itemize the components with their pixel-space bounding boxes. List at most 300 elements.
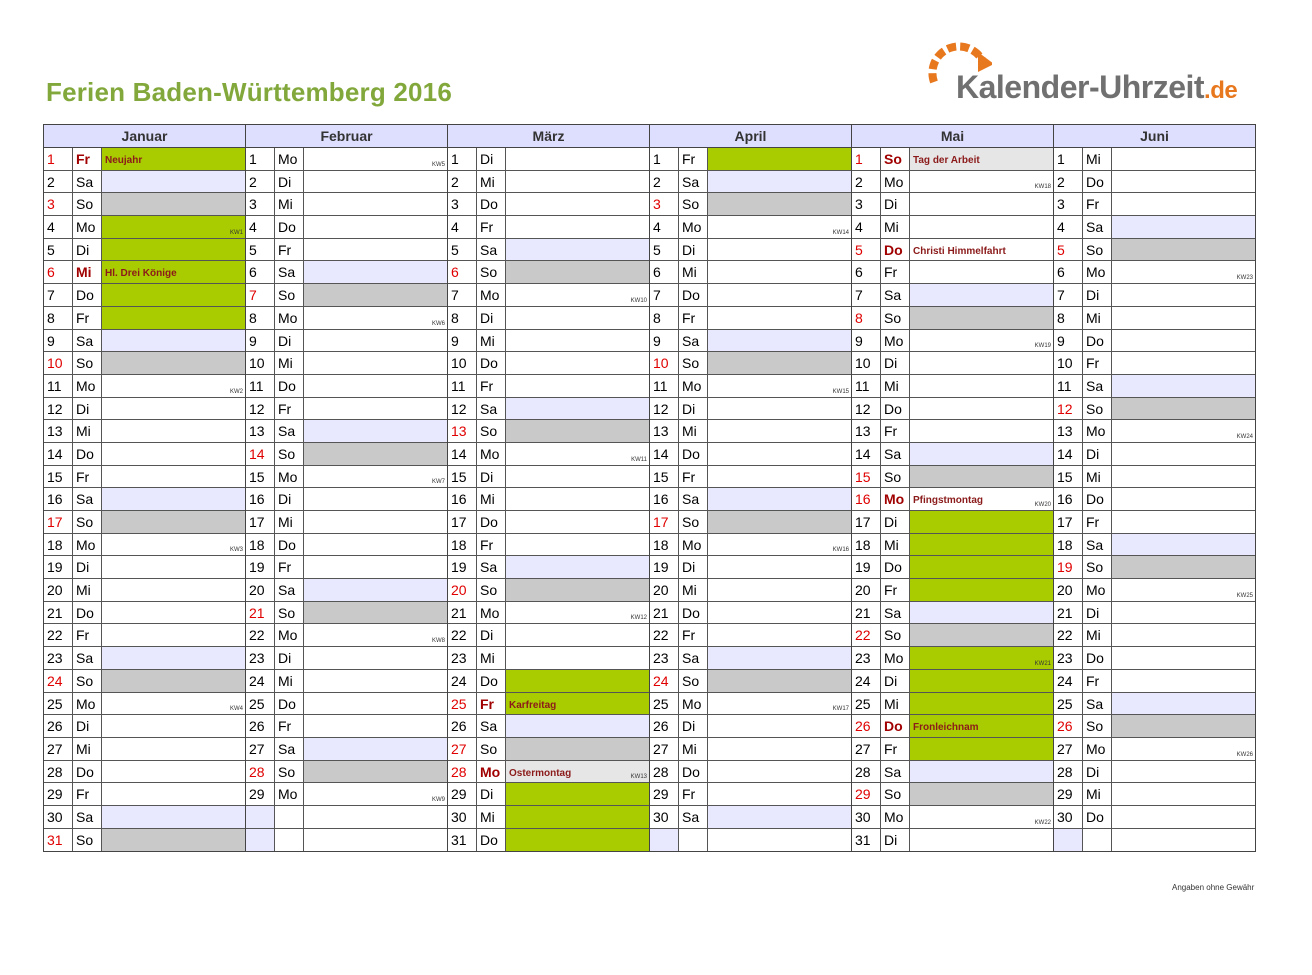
day-row[interactable] (448, 829, 649, 852)
day-event (304, 715, 447, 737)
day-row[interactable] (448, 261, 649, 284)
day-number: 21 (650, 602, 679, 624)
day-row[interactable] (44, 783, 245, 806)
day-row[interactable] (448, 647, 649, 670)
day-number: 28 (852, 761, 881, 783)
day-row[interactable] (1054, 239, 1255, 262)
day-number: 1 (448, 148, 477, 170)
day-row[interactable] (1054, 602, 1255, 625)
day-row[interactable] (650, 375, 851, 398)
day-row[interactable] (852, 488, 1053, 511)
weekday: Mi (881, 534, 910, 556)
day-row[interactable] (650, 602, 851, 625)
day-row[interactable] (44, 806, 245, 829)
day-event (708, 602, 851, 624)
day-row[interactable] (1054, 193, 1255, 216)
weekday: Di (477, 307, 506, 329)
weekday: Mi (1083, 466, 1112, 488)
disclaimer: Angaben ohne Gewähr (1172, 883, 1255, 892)
day-event (506, 670, 649, 692)
day-event (304, 511, 447, 533)
weekday: Di (73, 556, 102, 578)
day-number: 27 (852, 738, 881, 760)
day-row[interactable] (246, 466, 447, 489)
weekday: Mi (275, 193, 304, 215)
day-row[interactable] (246, 579, 447, 602)
day-row[interactable] (650, 556, 851, 579)
day-row[interactable] (852, 261, 1053, 284)
day-row[interactable] (1054, 647, 1255, 670)
day-number: 12 (246, 398, 275, 420)
week-number: KW11 (631, 456, 647, 463)
day-row[interactable] (448, 579, 649, 602)
day-row[interactable] (246, 443, 447, 466)
day-row[interactable] (1054, 466, 1255, 489)
day-row[interactable] (44, 261, 245, 284)
day-row[interactable] (650, 330, 851, 353)
day-row[interactable] (246, 624, 447, 647)
day-number: 6 (44, 261, 73, 283)
day-row[interactable] (1054, 806, 1255, 829)
weekday: Mi (477, 488, 506, 510)
day-row[interactable] (650, 148, 851, 171)
day-event (1112, 307, 1255, 329)
day-row[interactable] (448, 148, 649, 171)
day-row[interactable] (852, 239, 1053, 262)
day-row[interactable] (448, 307, 649, 330)
day-row[interactable] (852, 647, 1053, 670)
day-event (1112, 602, 1255, 624)
day-number: 17 (246, 511, 275, 533)
day-number: 22 (852, 624, 881, 646)
day-number: 13 (852, 420, 881, 442)
day-row[interactable] (650, 193, 851, 216)
day-row[interactable] (44, 307, 245, 330)
weekday: Di (881, 829, 910, 852)
day-row[interactable] (246, 738, 447, 761)
weekday: Sa (881, 443, 910, 465)
day-event (910, 193, 1053, 215)
day-number: 4 (44, 216, 73, 238)
day-row[interactable] (852, 806, 1053, 829)
month-header: Februar (246, 125, 447, 148)
day-row[interactable] (44, 375, 245, 398)
day-row[interactable] (448, 352, 649, 375)
weekday: Mi (679, 579, 708, 601)
weekday: Fr (275, 556, 304, 578)
weekday: Mo (881, 806, 910, 828)
day-number (650, 829, 679, 852)
day-row[interactable] (44, 330, 245, 353)
day-number: 8 (448, 307, 477, 329)
weekday: Do (1083, 488, 1112, 510)
day-row[interactable] (448, 171, 649, 194)
weekday: Di (881, 511, 910, 533)
day-number: 17 (44, 511, 73, 533)
logo[interactable] (922, 42, 1252, 112)
day-row[interactable] (246, 647, 447, 670)
day-row[interactable] (246, 193, 447, 216)
day-row[interactable] (246, 488, 447, 511)
weekday: Di (477, 624, 506, 646)
day-row[interactable] (246, 511, 447, 534)
day-row[interactable] (650, 783, 851, 806)
day-row[interactable] (448, 443, 649, 466)
day-number: 27 (650, 738, 679, 760)
day-row[interactable] (44, 352, 245, 375)
day-row[interactable] (650, 534, 851, 557)
day-row[interactable] (448, 534, 649, 557)
day-row[interactable] (44, 761, 245, 784)
day-row[interactable] (1054, 375, 1255, 398)
day-event (708, 375, 851, 397)
weekday: Fr (477, 693, 506, 715)
day-row[interactable] (44, 239, 245, 262)
day-event (102, 511, 245, 533)
day-row[interactable] (852, 715, 1053, 738)
day-row[interactable] (650, 829, 851, 852)
day-row[interactable] (44, 624, 245, 647)
day-event (1112, 579, 1255, 601)
week-number: KW8 (431, 638, 445, 645)
day-row[interactable] (1054, 307, 1255, 330)
day-event (910, 806, 1053, 828)
day-row[interactable] (246, 670, 447, 693)
day-row[interactable] (448, 420, 649, 443)
weekday: Mi (275, 511, 304, 533)
day-row[interactable] (852, 783, 1053, 806)
week-number: KW19 (1034, 343, 1051, 350)
weekday: Fr (1083, 511, 1112, 533)
weekday: Mi (275, 670, 304, 692)
weekday: Fr (477, 534, 506, 556)
day-row[interactable] (852, 375, 1053, 398)
day-row[interactable] (1054, 761, 1255, 784)
weekday: So (679, 511, 708, 533)
weekday: Mi (477, 330, 506, 352)
day-number: 19 (246, 556, 275, 578)
day-row[interactable] (650, 579, 851, 602)
day-row[interactable] (1054, 171, 1255, 194)
day-row[interactable] (1054, 443, 1255, 466)
day-row[interactable] (246, 398, 447, 421)
weekday: Mi (1083, 624, 1112, 646)
day-event (708, 829, 851, 852)
day-event (506, 829, 649, 852)
day-row[interactable] (650, 171, 851, 194)
day-row[interactable] (44, 693, 245, 716)
day-row[interactable] (44, 602, 245, 625)
day-row[interactable] (1054, 148, 1255, 171)
day-row[interactable] (1054, 398, 1255, 421)
day-row[interactable] (1054, 420, 1255, 443)
day-row[interactable] (246, 420, 447, 443)
day-row[interactable] (246, 556, 447, 579)
day-row[interactable] (448, 715, 649, 738)
day-row[interactable] (852, 511, 1053, 534)
day-number: 13 (448, 420, 477, 442)
day-row[interactable] (448, 375, 649, 398)
day-row[interactable] (1054, 579, 1255, 602)
day-row[interactable] (650, 670, 851, 693)
day-row[interactable] (852, 420, 1053, 443)
day-row[interactable] (246, 171, 447, 194)
day-row[interactable] (44, 670, 245, 693)
day-row[interactable] (852, 761, 1053, 784)
day-row[interactable] (852, 443, 1053, 466)
day-row[interactable] (852, 829, 1053, 852)
day-number: 9 (1054, 330, 1083, 352)
day-row[interactable] (852, 738, 1053, 761)
day-row[interactable] (852, 398, 1053, 421)
day-row[interactable] (650, 647, 851, 670)
day-event (910, 534, 1053, 556)
day-row[interactable] (246, 261, 447, 284)
day-number: 12 (650, 398, 679, 420)
day-number: 6 (650, 261, 679, 283)
day-row[interactable] (852, 534, 1053, 557)
day-row[interactable] (246, 330, 447, 353)
day-row[interactable] (650, 420, 851, 443)
day-event (506, 307, 649, 329)
day-row[interactable] (1054, 511, 1255, 534)
weekday: Mi (73, 420, 102, 442)
day-row[interactable] (44, 193, 245, 216)
day-row[interactable] (852, 307, 1053, 330)
week-number: KW13 (630, 774, 647, 781)
day-row[interactable] (246, 375, 447, 398)
day-event (1112, 761, 1255, 783)
day-row[interactable] (246, 602, 447, 625)
day-number: 4 (650, 216, 679, 238)
day-number: 31 (448, 829, 477, 852)
day-row[interactable] (448, 783, 649, 806)
day-event (304, 761, 447, 783)
day-row[interactable] (246, 534, 447, 557)
day-row[interactable] (448, 216, 649, 239)
weekday: Mi (1083, 148, 1112, 170)
day-row[interactable] (852, 352, 1053, 375)
day-row[interactable] (650, 693, 851, 716)
day-row[interactable] (852, 148, 1053, 171)
day-row[interactable] (44, 420, 245, 443)
day-row[interactable] (852, 670, 1053, 693)
day-row[interactable] (852, 556, 1053, 579)
day-row[interactable] (44, 556, 245, 579)
day-row[interactable] (1054, 352, 1255, 375)
day-row[interactable] (650, 715, 851, 738)
day-event (708, 261, 851, 283)
day-row[interactable] (44, 579, 245, 602)
day-event (506, 556, 649, 578)
day-event (304, 624, 447, 646)
day-event (102, 284, 245, 306)
day-row[interactable] (1054, 829, 1255, 852)
day-event (304, 783, 447, 805)
week-number: KW16 (832, 547, 849, 554)
day-row[interactable] (650, 307, 851, 330)
day-number: 29 (650, 783, 679, 805)
day-number: 3 (448, 193, 477, 215)
day-number: 20 (246, 579, 275, 601)
day-number: 24 (44, 670, 73, 692)
day-row[interactable] (650, 488, 851, 511)
day-row[interactable] (1054, 284, 1255, 307)
weekday: Do (275, 216, 304, 238)
day-row[interactable] (852, 624, 1053, 647)
day-row[interactable] (650, 443, 851, 466)
day-row[interactable] (246, 783, 447, 806)
day-row[interactable] (650, 239, 851, 262)
day-row[interactable] (1054, 624, 1255, 647)
day-row[interactable] (650, 261, 851, 284)
day-event (708, 738, 851, 760)
day-row[interactable] (246, 352, 447, 375)
day-row[interactable] (448, 511, 649, 534)
day-row[interactable] (650, 624, 851, 647)
weekday: So (477, 420, 506, 442)
holiday-label: Neujahr (105, 155, 143, 166)
day-number: 14 (852, 443, 881, 465)
day-row[interactable] (650, 511, 851, 534)
day-event (1112, 783, 1255, 805)
day-row[interactable] (1054, 488, 1255, 511)
day-row[interactable] (1054, 715, 1255, 738)
day-row[interactable] (448, 738, 649, 761)
day-row[interactable] (448, 602, 649, 625)
day-row[interactable] (246, 216, 447, 239)
day-row[interactable] (246, 693, 447, 716)
day-row[interactable] (650, 738, 851, 761)
day-row[interactable] (852, 171, 1053, 194)
day-event (102, 806, 245, 828)
day-row[interactable] (1054, 216, 1255, 239)
day-event (102, 715, 245, 737)
weekday: So (73, 511, 102, 533)
day-row[interactable] (650, 466, 851, 489)
day-row[interactable] (448, 466, 649, 489)
day-row[interactable] (448, 624, 649, 647)
day-row[interactable] (448, 556, 649, 579)
day-row[interactable] (448, 193, 649, 216)
day-row[interactable] (44, 738, 245, 761)
day-event (304, 352, 447, 374)
day-row[interactable] (1054, 261, 1255, 284)
day-row[interactable] (852, 193, 1053, 216)
day-row[interactable] (246, 148, 447, 171)
day-event (1112, 420, 1255, 442)
day-row[interactable] (44, 216, 245, 239)
day-event (506, 693, 649, 715)
weekday: So (679, 193, 708, 215)
day-number: 6 (852, 261, 881, 283)
day-row[interactable] (650, 216, 851, 239)
day-row[interactable] (246, 239, 447, 262)
day-row[interactable] (44, 511, 245, 534)
day-row[interactable] (44, 647, 245, 670)
day-row[interactable] (44, 715, 245, 738)
day-row[interactable] (246, 829, 447, 852)
day-row[interactable] (448, 239, 649, 262)
day-row[interactable] (246, 715, 447, 738)
day-row[interactable] (44, 488, 245, 511)
day-row[interactable] (1054, 534, 1255, 557)
day-row[interactable] (650, 761, 851, 784)
day-row[interactable] (650, 352, 851, 375)
day-row[interactable] (44, 534, 245, 557)
weekday: Mo (73, 534, 102, 556)
day-row[interactable] (448, 693, 649, 716)
day-row[interactable] (448, 761, 649, 784)
day-row[interactable] (1054, 330, 1255, 353)
day-row[interactable] (448, 284, 649, 307)
day-event (910, 738, 1053, 760)
day-row[interactable] (246, 307, 447, 330)
day-row[interactable] (44, 148, 245, 171)
day-row[interactable] (448, 670, 649, 693)
day-row[interactable] (448, 488, 649, 511)
day-row[interactable] (44, 284, 245, 307)
day-row[interactable] (852, 466, 1053, 489)
day-row[interactable] (448, 330, 649, 353)
day-row[interactable] (44, 398, 245, 421)
day-event (102, 216, 245, 238)
day-row[interactable] (650, 806, 851, 829)
weekday: Fr (881, 420, 910, 442)
day-row[interactable] (1054, 738, 1255, 761)
weekday: Sa (679, 330, 708, 352)
day-row[interactable] (1054, 556, 1255, 579)
day-event (102, 171, 245, 193)
day-row[interactable] (448, 398, 649, 421)
day-row[interactable] (44, 443, 245, 466)
day-row[interactable] (650, 284, 851, 307)
day-event (708, 579, 851, 601)
day-row[interactable] (852, 216, 1053, 239)
day-row[interactable] (1054, 693, 1255, 716)
day-number: 3 (650, 193, 679, 215)
day-event (506, 534, 649, 556)
day-event (910, 398, 1053, 420)
day-row[interactable] (44, 466, 245, 489)
day-row[interactable] (44, 171, 245, 194)
weekday: Sa (881, 602, 910, 624)
day-event (506, 579, 649, 601)
week-number: KW5 (431, 161, 445, 168)
day-number: 25 (1054, 693, 1083, 715)
day-row[interactable] (650, 398, 851, 421)
weekday: So (477, 738, 506, 760)
day-number: 19 (44, 556, 73, 578)
day-row[interactable] (852, 330, 1053, 353)
day-row[interactable] (448, 806, 649, 829)
day-row[interactable] (852, 284, 1053, 307)
weekday: Do (1083, 330, 1112, 352)
day-row[interactable] (852, 602, 1053, 625)
day-row[interactable] (852, 693, 1053, 716)
weekday: Mi (1083, 307, 1112, 329)
day-row[interactable] (246, 806, 447, 829)
day-event (1112, 488, 1255, 510)
day-row[interactable] (1054, 670, 1255, 693)
day-row[interactable] (1054, 783, 1255, 806)
day-event (708, 783, 851, 805)
day-row[interactable] (44, 829, 245, 852)
day-row[interactable] (246, 761, 447, 784)
day-row[interactable] (852, 579, 1053, 602)
day-row[interactable] (246, 284, 447, 307)
day-event (1112, 534, 1255, 556)
